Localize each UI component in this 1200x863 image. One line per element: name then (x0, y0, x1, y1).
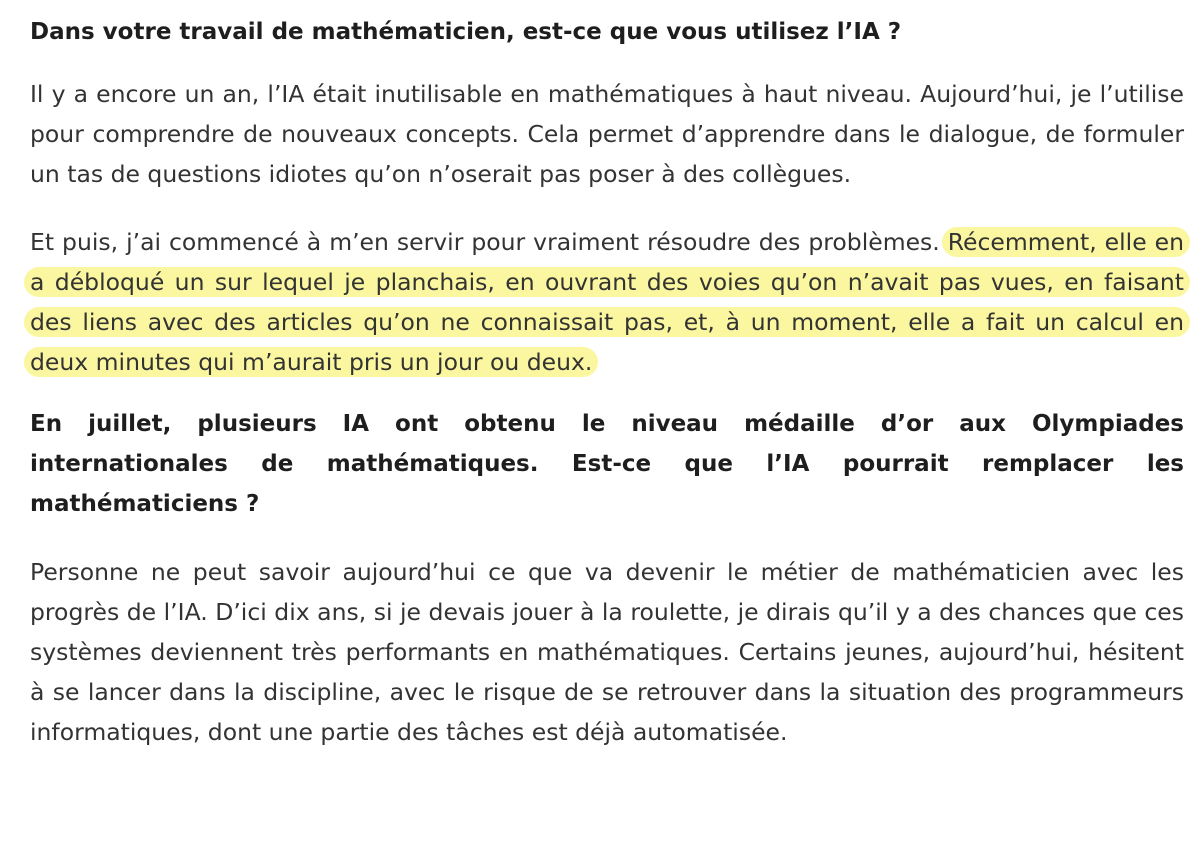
highlighted-passage: Récemment, elle en a débloqué un sur lequel je planchais, en ouvrant des voies qu’on n’avait pas vues, en faisant des liens avec des articles qu’on ne connaissait pas, et, à un moment, elle a fait un calcul en deux minutes qui m’aurait pris un jour ou deux. (24, 227, 1190, 377)
answer-intro-text: Et puis, j’ai commencé à m’en servir pour vraiment résoudre des problèmes. (30, 228, 940, 256)
article-body (30, 0, 1184, 752)
interview-answer-future-of-profession: Personne ne peut savoir aujourd’hui ce que va devenir le métier de mathématicien avec les progrès de l’IA. D’ici dix ans, si je devais jouer à la roulette, je dirais qu’il y a des chances que ces systèmes deviennent très performants en mathématiques. Certains jeunes, aujourd’hui, hésitent à se lancer dans la discipline, avec le risque de se retrouver dans la situation des programmeurs informatiques, dont une partie des tâches est déjà automatisée. (30, 558, 1184, 746)
interview-answer-ai-usage: Il y a encore un an, l’IA était inutilisable en mathématiques à haut niveau. Aujourd’hui, je l’utilise pour comprendre de nouveaux concepts. Cela permet d’apprendre dans le dialogue, de formuler un tas de questions idiotes qu’on n’oserait pas poser à des collègues. (30, 80, 1184, 188)
interview-question-ai-usage: Dans votre travail de mathématicien, est-ce que vous utilisez l’IA ? (30, 19, 902, 45)
interview-answer-problem-solving (30, 222, 1184, 382)
interview-question-replace-mathematicians: En juillet, plusieurs IA ont obtenu le niveau médaille d’or aux Olympiades internationales de mathématiques. Est-ce que l’IA pourrait remplacer les mathématiciens ? (30, 411, 1184, 517)
